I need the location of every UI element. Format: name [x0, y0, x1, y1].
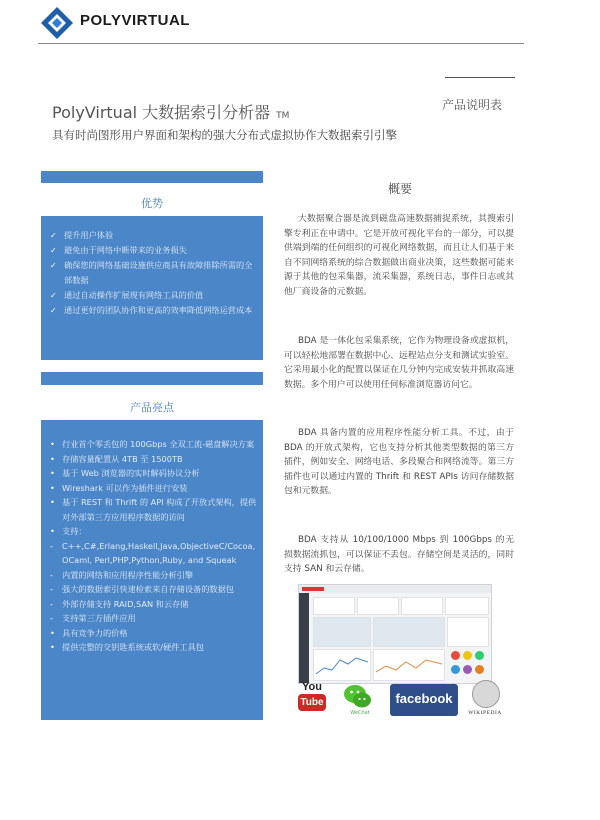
list-item: • 具有竞争力的价格: [50, 627, 128, 638]
page-subtitle: 具有时尚图形用户界面和架构的强大分布式虚拟协作大数据索引引擎: [52, 128, 397, 142]
doc-type-rule: [445, 77, 515, 78]
list-item: • 基于 Web 浏览器的实时解码协议分析: [50, 468, 200, 478]
list-item: ✓ 通过更好的团队协作和更高的效率降低网络运营成本: [50, 303, 258, 318]
screenshot-logo: [302, 587, 324, 591]
list-item: • 提供完整的交钥匙系统或软/硬件工具包: [50, 642, 204, 652]
highlights-bar: [41, 372, 263, 385]
page-title: [52, 100, 289, 123]
status-dot: [475, 651, 484, 660]
brand-name: POLYVIRTUAL: [80, 12, 190, 29]
youtube-logo-bottom: Tube: [298, 694, 326, 711]
screenshot-panel: [447, 617, 489, 647]
list-item: - 强大的数据索引快速检索来自存储设备的数据包: [50, 584, 234, 594]
screenshot-map: [373, 617, 445, 647]
checkmark-icon: ✓: [50, 261, 57, 270]
list-item: ✓ 避免由于网络中断带来的业务损失: [50, 243, 258, 258]
status-dot: [451, 651, 460, 660]
list-item: - C++,C#,Erlang,Haskell,Java,ObjectiveC/Cocoa, OCaml, Perl,PHP,Python,Ruby, and Squeak: [50, 540, 256, 565]
checkmark-icon: ✓: [50, 246, 57, 255]
list-item: • 支持：: [50, 526, 87, 536]
status-dot: [475, 665, 484, 674]
wikipedia-globe-icon: [472, 680, 500, 708]
list-item: ✓ 通过自动操作扩展现有网络工具的价值: [50, 288, 258, 303]
list-item: ✓ 提升用户体验: [50, 228, 258, 243]
overview-paragraph: BDA 支持从 10/100/1000 Mbps 到 100Gbps 的无损数据流抓包，可以保证不丢包。存储空间是灵活的，同时支持 SAN 和云存储。: [284, 535, 514, 574]
overview-heading: 概要: [388, 182, 413, 196]
list-item: • Wireshark 可以作为插件进行安装: [50, 482, 188, 493]
overview-paragraph: BDA 是一体化包采集系统，它作为物理设备或虚拟机，可以轻松地部署在数据中心、远程站点分支和测试实验室。它采用最小化的配置以保证在几分钟内完成安装并抓取高速数据。多个用户可以使用任何标准浏览器访问它。: [284, 336, 514, 390]
youtube-logo-top: You: [302, 681, 322, 693]
screenshot-card: [445, 597, 489, 615]
doc-type-label: 产品说明表: [442, 98, 503, 112]
list-item: ✓ 确保您的网络基础设施供应商具有故障排除所需的全部数据: [50, 260, 253, 285]
facebook-wordmark: facebook: [395, 691, 453, 706]
overview-paragraph: BDA 具备内置的应用程序性能分析工具。不过，由于 BDA 的开放式架构，它也支持分析其他类型数据的第三方插件，例如安全、网络电话、多段聚合和网络流等。第三方插件也可以通过内置的 Thrift 和 REST APIs 访问存储数据包和元数据。: [284, 428, 514, 496]
list-item: • 行业首个零丢包的 100Gbps 全双工流-磁盘解决方案: [50, 439, 255, 449]
trademark: TM: [276, 111, 290, 121]
list-item: • 存储容量配置从 4TB 至 1500TB: [50, 453, 183, 464]
checkmark-icon: ✓: [50, 306, 57, 315]
polyvirtual-logo-icon: [40, 6, 74, 40]
checkmark-icon: ✓: [50, 291, 57, 300]
wechat-logo-icon: [343, 682, 373, 712]
screenshot-graph: [373, 649, 445, 681]
status-dot: [463, 665, 472, 674]
line-graph-icon: [314, 650, 370, 680]
screenshot-card: [401, 597, 443, 615]
line-graph-icon: [374, 650, 444, 680]
wikipedia-label: WIKIPEDIA: [468, 710, 502, 716]
header-divider: [38, 43, 524, 44]
title-text: PolyVirtual 大数据索引分析器: [52, 103, 271, 122]
screenshot-topbar: [299, 585, 491, 593]
youtube-logo: [297, 680, 327, 712]
screenshot-sidebar: [299, 593, 309, 683]
facebook-logo: [390, 684, 458, 716]
overview-paragraph: 大数据聚合器是流到磁盘高速数据捕捉系统，其搜索引擎专利正在申请中。它是开放可视化平台的一部分，可以提供端到端的任何组织的可视化网络数据，而且让人们基于来自不同网络系统的综合数据做出商业决策，这些数据可能来源于其他的包采集器，流采集器，系统日志，事件日志或其他厂商设备的元数据。: [284, 214, 514, 297]
advantages-heading: 优势: [141, 197, 163, 210]
screenshot-card: [313, 597, 355, 615]
wechat-label: WeChat: [350, 710, 370, 716]
advantages-list: [50, 228, 258, 318]
list-item: - 支持第三方插件应用: [50, 613, 136, 623]
list-item: - 内置的网络和应用程序性能分析引擎: [50, 569, 194, 580]
list-item: - 外部存储支持 RAID,SAN 和云存储: [50, 598, 189, 609]
status-dot: [451, 665, 460, 674]
status-dot: [463, 651, 472, 660]
highlights-list: [50, 437, 260, 655]
screenshot-map: [313, 617, 371, 647]
screenshot-graph: [313, 649, 371, 681]
checkmark-icon: ✓: [50, 231, 57, 240]
screenshot-card: [357, 597, 399, 615]
product-screenshot: [298, 584, 492, 684]
list-item: • 基于 REST 和 Thrift 的 API 构成了开放式架构，提供对外部第三方应用程序数据的访问: [50, 497, 257, 522]
advantages-bar: [41, 171, 263, 183]
highlights-heading: 产品亮点: [130, 401, 174, 414]
